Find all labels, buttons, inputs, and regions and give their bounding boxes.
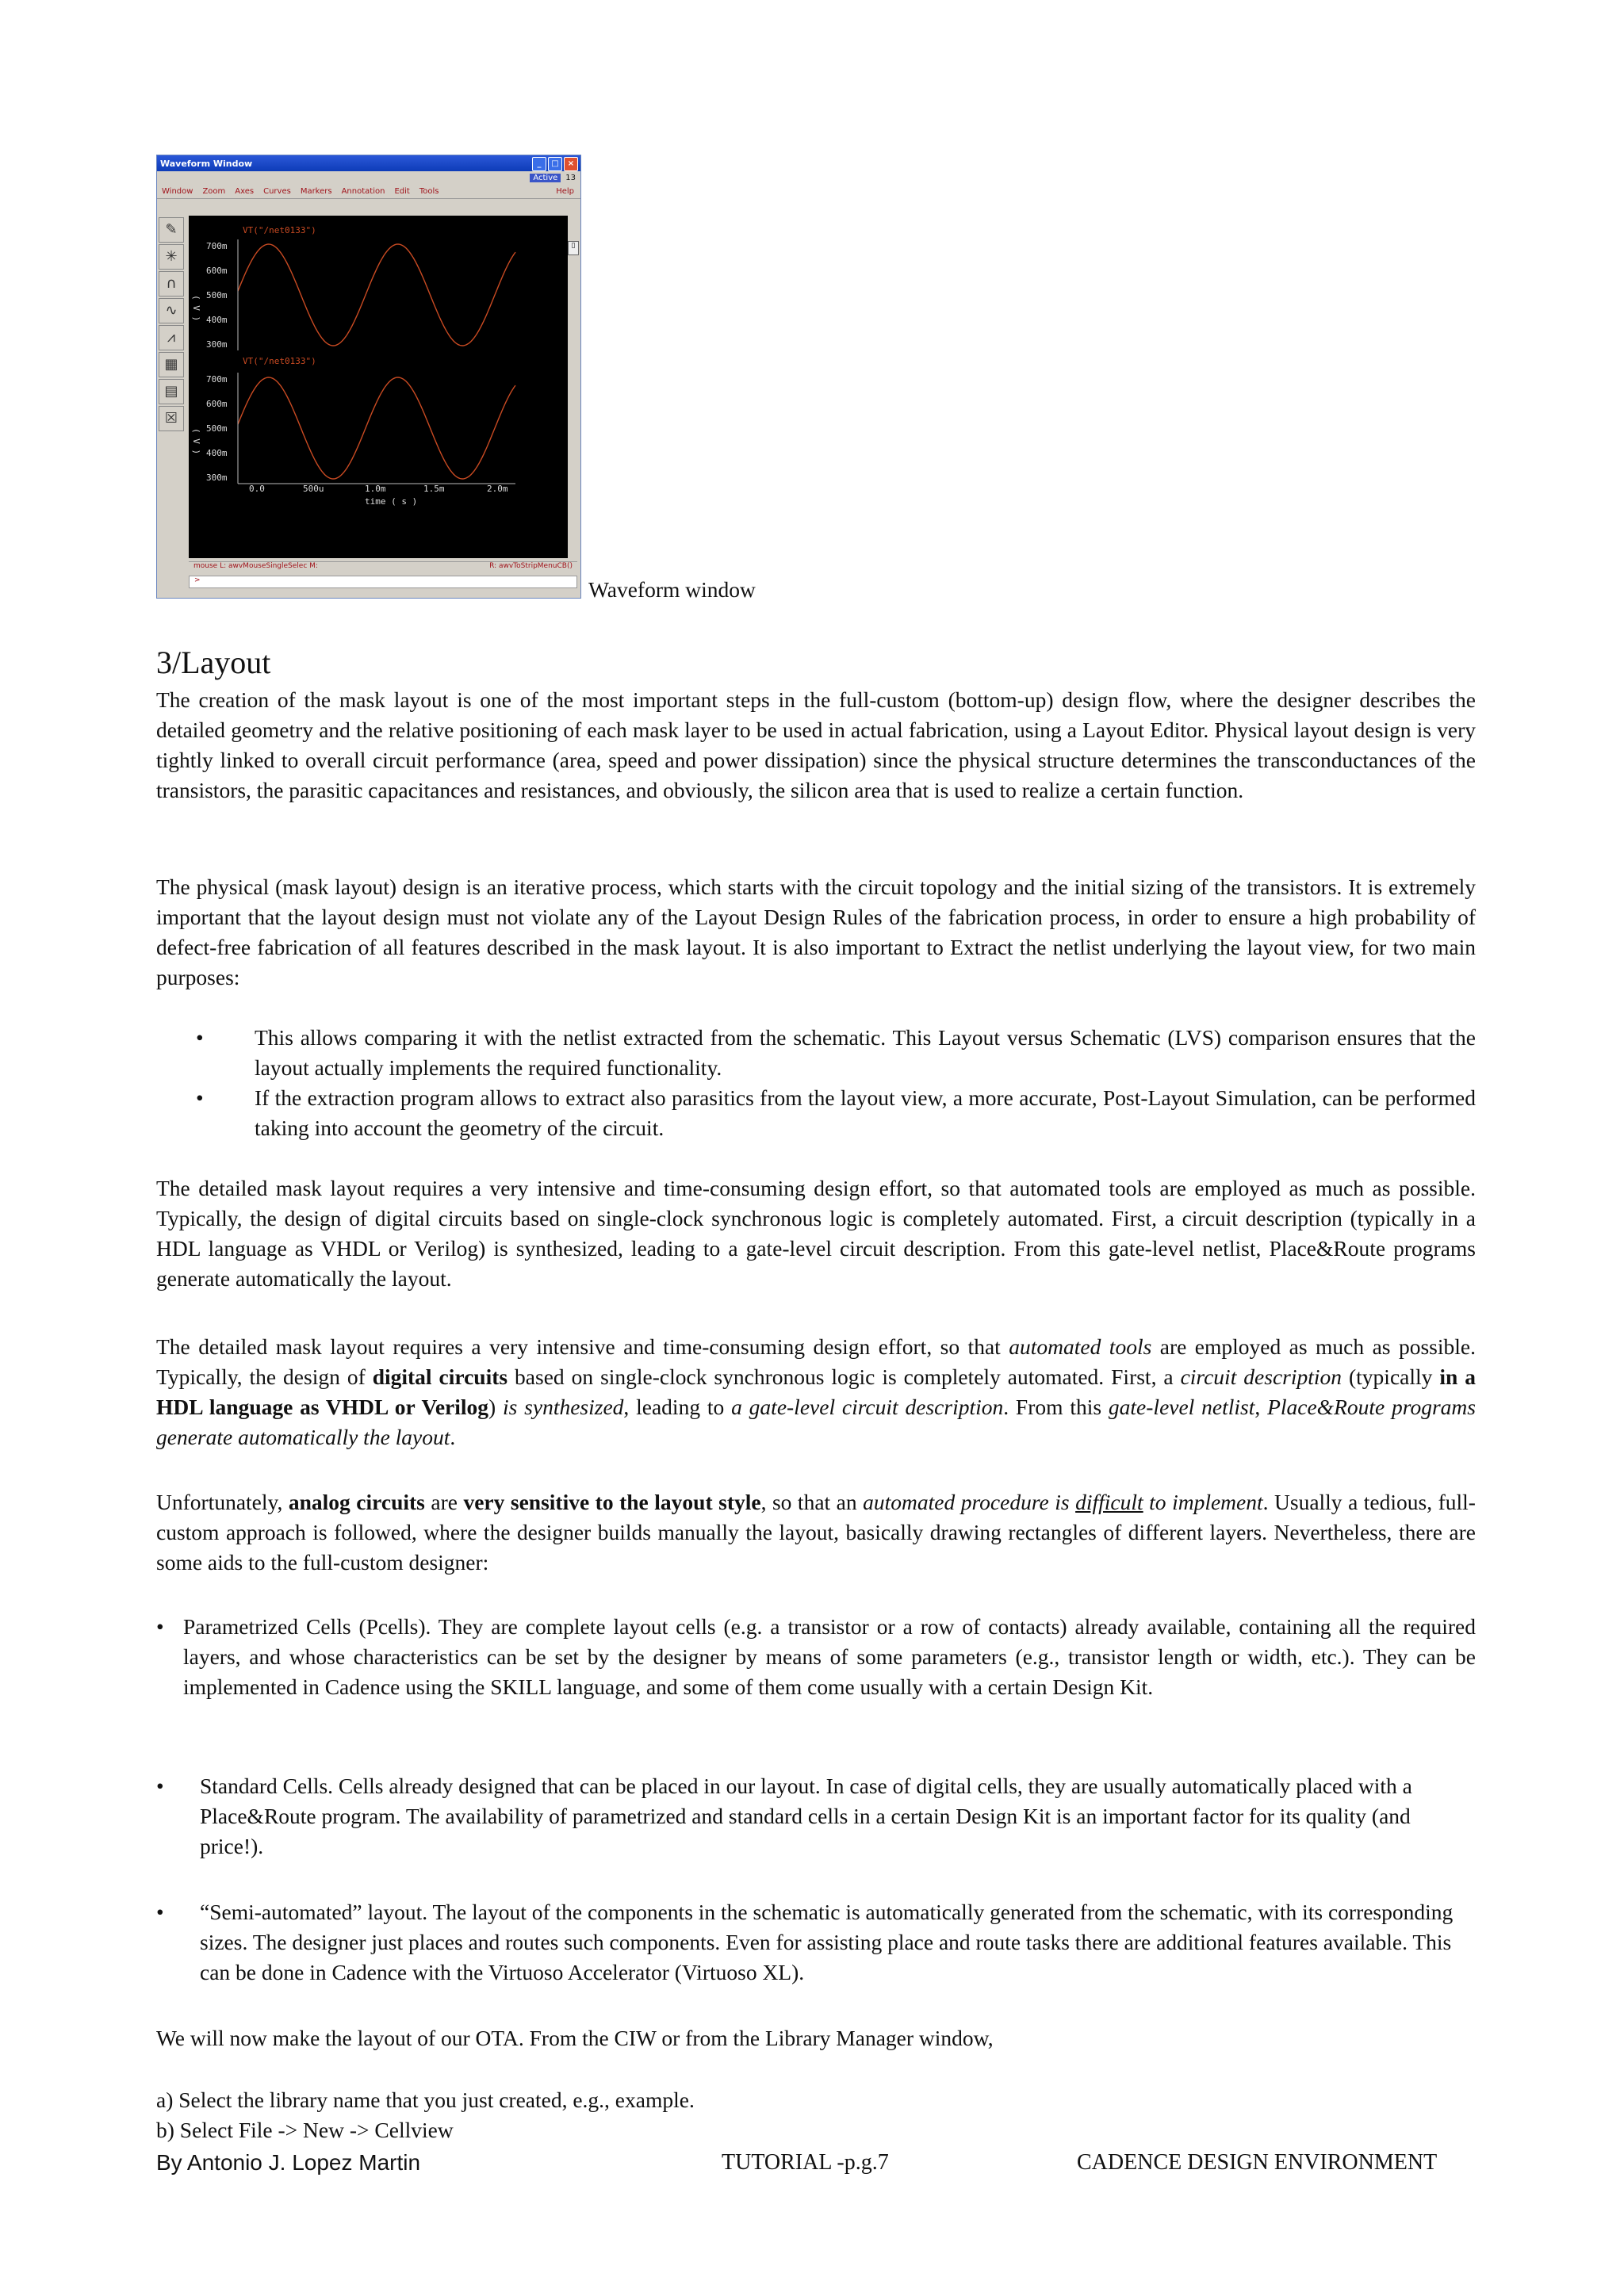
strip-icon[interactable]: ▤ bbox=[159, 379, 184, 404]
top-ytick-300m: 300m bbox=[206, 339, 228, 350]
bot-ytick-400m: 400m bbox=[206, 448, 228, 458]
paragraph-4: The detailed mask layout requires a very intensive and time-consuming design effort, so that automated tools are employed as much as possible. Typically, the design of digital circuits based on single-clock synchronous logic is completely automated. First, a circuit description (typically in a HDL language as VHDL or Verilog) is synthesized, leading to a gate-level circuit description. From this gate-level netlist, Place&Route programs generate automatically the layout. bbox=[156, 1334, 1476, 1449]
waveform-plot bbox=[189, 216, 568, 558]
menu-curves[interactable]: Curves bbox=[263, 186, 291, 196]
xtick-1m: 1.0m bbox=[365, 484, 386, 494]
bullet-marker: • bbox=[196, 1085, 204, 1110]
bottom-trace-line bbox=[238, 377, 515, 479]
mouse-status-bar bbox=[189, 561, 577, 574]
xtick-1.5m: 1.5m bbox=[423, 484, 445, 494]
top-yunit: ( V ) bbox=[191, 295, 201, 322]
menu-axes[interactable]: Axes bbox=[235, 186, 255, 196]
menu-markers[interactable]: Markers bbox=[300, 186, 332, 196]
menu-help[interactable]: Help bbox=[556, 186, 574, 196]
calculator-icon[interactable]: ▦ bbox=[159, 352, 184, 377]
zoom-icon[interactable]: ⩘ bbox=[159, 325, 184, 350]
top-ytick-700m: 700m bbox=[206, 241, 228, 251]
menu-bar bbox=[157, 184, 580, 199]
steps bbox=[156, 2085, 1476, 2145]
paragraph-3: The detailed mask layout requires a very intensive and time-consuming design effort, so that automated tools are employed as much as possible. Typically, the design of digital circuits based on single-clock synchronous logic is completely automated. First, a circuit description (typically in a HDL language as VHDL or Verilog) is synthesized, leading to a gate-level circuit description. From this gate-level netlist, Place&Route programs generate automatically the layout. bbox=[156, 1176, 1476, 1291]
menu-zoom[interactable]: Zoom bbox=[202, 186, 226, 196]
active-badge: Active bbox=[530, 174, 561, 182]
xtick-0: 0.0 bbox=[249, 484, 265, 494]
footer-page: TUTORIAL -p.g.7 bbox=[722, 2150, 889, 2175]
tool-palette bbox=[159, 216, 187, 433]
semi-automated-item bbox=[156, 1897, 1476, 1988]
top-ytick-500m: 500m bbox=[206, 290, 228, 300]
bullet-marker: • bbox=[196, 1025, 204, 1050]
purposes-list bbox=[196, 1023, 1476, 1143]
section-title: 3/Layout bbox=[156, 645, 271, 680]
list-item: • “Semi-automated” layout. The layout of the components in the schematic is automatically generated from the schematic, with its corresponding sizes. The designer just places and routes such components. Even for assisting place and route tasks there are additional features available. This can be done in Cadence with the Virtuoso Accelerator (Virtuoso XL). bbox=[200, 1897, 1476, 1988]
bot-ytick-700m: 700m bbox=[206, 374, 228, 385]
step-b: b) Select File -> New -> Cellview bbox=[156, 2118, 454, 2142]
paragraph-5: Unfortunately, analog circuits are very sensitive to the layout style, so that an automated procedure is difficult to implement. Usually a tedious, full-custom approach is followed, where the designer builds manually the layout, basically drawing rectangles of different layers. Nevertheless, there are some aids to the full-custom designer: bbox=[156, 1490, 1476, 1575]
close-icon[interactable]: × bbox=[564, 157, 578, 171]
window-title-bar bbox=[157, 155, 580, 171]
list-item: • If the extraction program allows to extract also parasitics from the layout view, a more accurate, Post-Layout Simulation, can be performed taking into account the geometry of the circuit. bbox=[255, 1083, 1476, 1143]
paragraph-automation-emphasis bbox=[156, 1332, 1476, 1452]
bullet-marker: • bbox=[156, 1774, 164, 1798]
footer-title: CADENCE DESIGN ENVIRONMENT bbox=[1077, 2150, 1438, 2175]
list-item: • This allows comparing it with the netlist extracted from the schematic. This Layout versus Schematic (LVS) comparison ensures that the layout actually implements the required functionality. bbox=[255, 1023, 1476, 1083]
paragraph-1: The creation of the mask layout is one of the most important steps in the full-custom (bottom-up) design flow, where the designer describes the detailed geometry and the relative positioning of each mask layer to be used in actual fabrication, using a Layout Editor. Physical layout design is very tightly linked to overall circuit performance (area, speed and power dissipation) since the physical structure determines the transconductances of the transistors, the parasitic capacitances and resistances, and obviously, the silicon area that is used to realize a certain function. bbox=[156, 687, 1476, 802]
window-number: 13 bbox=[565, 173, 576, 182]
pcells-item bbox=[156, 1612, 1476, 1702]
bot-ytick-500m: 500m bbox=[206, 423, 228, 434]
waveform-icon[interactable]: ∿ bbox=[159, 298, 184, 323]
crosshair-icon[interactable]: ✳ bbox=[159, 244, 184, 270]
menu-annotation[interactable]: Annotation bbox=[341, 186, 385, 196]
menu-tools[interactable]: Tools bbox=[419, 186, 439, 196]
paragraph-iterative bbox=[156, 872, 1476, 993]
bullet-marker: • bbox=[156, 1900, 164, 1924]
step-a: a) Select the library name that you just created, e.g., example. bbox=[156, 2087, 695, 2112]
footer-author: By Antonio J. Lopez Martin bbox=[156, 2150, 421, 2175]
top-trace-line bbox=[238, 244, 515, 346]
standard-cells-item bbox=[156, 1771, 1476, 1862]
menu-window[interactable]: Window bbox=[162, 186, 193, 196]
xtick-2m: 2.0m bbox=[487, 484, 508, 494]
curve-icon[interactable]: ∩ bbox=[159, 271, 184, 297]
maximize-icon[interactable]: □ bbox=[548, 157, 562, 171]
top-ytick-400m: 400m bbox=[206, 315, 228, 325]
command-prompt[interactable] bbox=[189, 576, 577, 588]
menu-edit[interactable]: Edit bbox=[394, 186, 410, 196]
paragraph-analog bbox=[156, 1487, 1476, 1578]
waveform-window-figure bbox=[156, 155, 581, 599]
paragraph-automation bbox=[156, 1173, 1476, 1294]
window-title: Waveform Window bbox=[160, 158, 253, 169]
bottom-trace-label: VT("/net0133") bbox=[243, 356, 316, 366]
paragraph-6: We will now make the layout of our OTA. From the CIW or from the Library Manager window, bbox=[156, 2026, 994, 2050]
paragraph-intro bbox=[156, 685, 1476, 806]
minimize-icon[interactable]: _ bbox=[532, 157, 546, 171]
top-ytick-600m: 600m bbox=[206, 266, 228, 276]
waveform-svg bbox=[189, 216, 568, 558]
xtick-500u: 500u bbox=[303, 484, 324, 494]
bot-ytick-600m: 600m bbox=[206, 399, 228, 409]
delete-icon[interactable]: ☒ bbox=[159, 406, 184, 431]
top-trace-label: VT("/net0133") bbox=[243, 225, 316, 235]
paragraph-2: The physical (mask layout) design is an iterative process, which starts with the circuit topology and the initial sizing of the transistors. It is extremely important that the layout design must not violate any of the Layout Design Rules of the fabrication process, in order to ensure a high probability of defect-free fabrication of all features described in the mask layout. It is also important to Extract the netlist underlying the layout view, for two main purposes: bbox=[156, 874, 1476, 989]
scroll-icon[interactable]: ▯ bbox=[568, 241, 579, 255]
list-item: • Standard Cells. Cells already designed that can be placed in our layout. In case of digital cells, they are usually automatically placed with a Place&Route program. The availability of parametrized and standard cells in a certain Design Kit is an important factor for its quality (and price!). bbox=[200, 1771, 1476, 1862]
bottom-yunit: ( V ) bbox=[191, 428, 201, 455]
bot-ytick-300m: 300m bbox=[206, 473, 228, 483]
prompt-symbol: > bbox=[194, 576, 201, 584]
x-axis-label: time ( s ) bbox=[365, 496, 418, 507]
window-status-row bbox=[157, 171, 580, 184]
list-item: • Parametrized Cells (Pcells). They are complete layout cells (e.g. a transistor or a row of contacts) already available, containing all the required layers, and whose characteristics can be set by the designer by means of some parameters (e.g., transistor length or width, etc.). They can be implemented in Cadence using the SKILL language, and some of them come usually with a certain Design Kit. bbox=[183, 1612, 1476, 1702]
mouse-status-left: mouse L: awvMouseSingleSelec M: bbox=[193, 562, 318, 570]
pencil-icon[interactable]: ✎ bbox=[159, 217, 184, 243]
figure-caption: Waveform window bbox=[588, 577, 756, 602]
paragraph-ota bbox=[156, 2023, 1476, 2053]
bullet-marker: • bbox=[156, 1614, 164, 1639]
mouse-status-right: R: awvToStripMenuCB() bbox=[489, 562, 573, 570]
